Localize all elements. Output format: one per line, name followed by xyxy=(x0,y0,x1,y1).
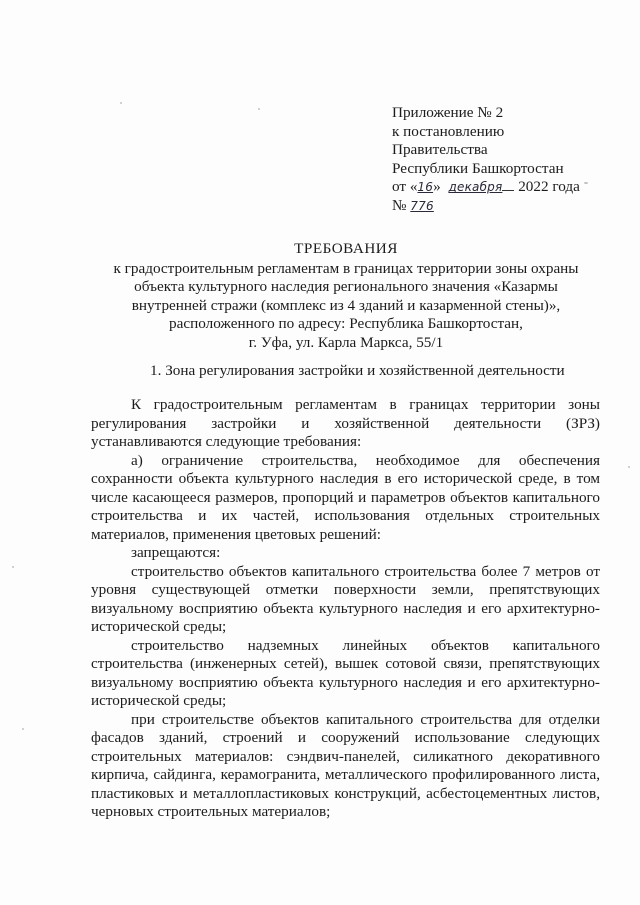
scan-speck xyxy=(258,108,260,110)
document-heading: ТРЕБОВАНИЯ xyxy=(294,240,398,257)
date-day: 16 xyxy=(417,180,434,195)
appendix-block xyxy=(392,104,622,216)
title-line: объекта культурного наследия регионального значения «Казармы xyxy=(134,278,558,296)
appendix-to-resolution: к постановлению xyxy=(392,122,505,140)
title-line: внутренней стражи (комплекс из 4 зданий и казарменной стены)», xyxy=(131,296,561,314)
scan-speck xyxy=(584,182,588,184)
paragraph: К градостроительным регламентам в границах территории зоны регулирования застройки и хозяйственной деятельности (ЗРЗ) устанавливаются следующие требования: xyxy=(91,396,600,450)
appendix-government: Правительства xyxy=(392,141,488,159)
appendix-number: Приложение № 2 xyxy=(392,104,504,121)
title-line: г. Уфа, ул. Карла Маркса, 55/1 xyxy=(248,333,444,351)
scan-speck xyxy=(628,466,630,468)
scan-speck xyxy=(120,102,122,104)
scan-speck xyxy=(12,566,14,568)
body-text xyxy=(91,396,600,822)
appendix-doc-number xyxy=(392,197,622,216)
number-prefix: № xyxy=(392,196,407,214)
scan-speck xyxy=(22,728,24,730)
date-prefix: от « xyxy=(392,178,418,196)
paragraph: запрещаются: xyxy=(131,544,221,561)
paragraph: при строительстве объектов капитального строительства для отделки фасадов зданий, строений и сооружений использование следующих строительных материалов: сэндвич-панелей, силикатного декоративного кирпича, сайдинга, керамогранита, металлического профилированного листа, пластиковых и металлопластиковых конструкций, асбестоцементных листов, черновых строительных материалов; xyxy=(91,710,600,820)
section-heading: 1. Зона регулирования застройки и хозяйственной деятельности xyxy=(150,362,565,379)
date-month: декабря xyxy=(448,180,503,195)
date-underline xyxy=(502,190,514,191)
title-line: к градостроительным регламентам в границах территории зоны охраны xyxy=(113,259,579,277)
date-mid: » xyxy=(433,178,441,196)
paragraph: строительство объектов капитального строительства более 7 метров от уровня существующей отметки поверхности земли, препятствующих визуальному восприятию объекта культурного наследия и его архитектурно-исторической среды; xyxy=(91,562,600,635)
paragraph: строительство надземных линейных объектов капитального строительства (инженерных сетей), вышек сотовой связи, препятствующих визуальному восприятию объекта культурного наследия и его архитектурно-исторической среды; xyxy=(91,636,600,709)
date-year: 2022 года xyxy=(518,178,580,196)
paragraph: а) ограничение строительства, необходимое для обеспечения сохранности объекта культурного наследия в его исторической среде, в том числе касающееся размеров, пропорций и параметров объектов капитального строительства и их частей, использования отдельных строительных материалов, применения цветовых решений: xyxy=(91,451,600,543)
appendix-republic: Республики Башкортостан xyxy=(392,159,564,177)
appendix-date xyxy=(392,178,622,197)
title-line: расположенного по адресу: Республика Башкортостан, xyxy=(169,315,523,333)
number-value: 776 xyxy=(410,198,434,213)
title-block xyxy=(96,240,596,353)
